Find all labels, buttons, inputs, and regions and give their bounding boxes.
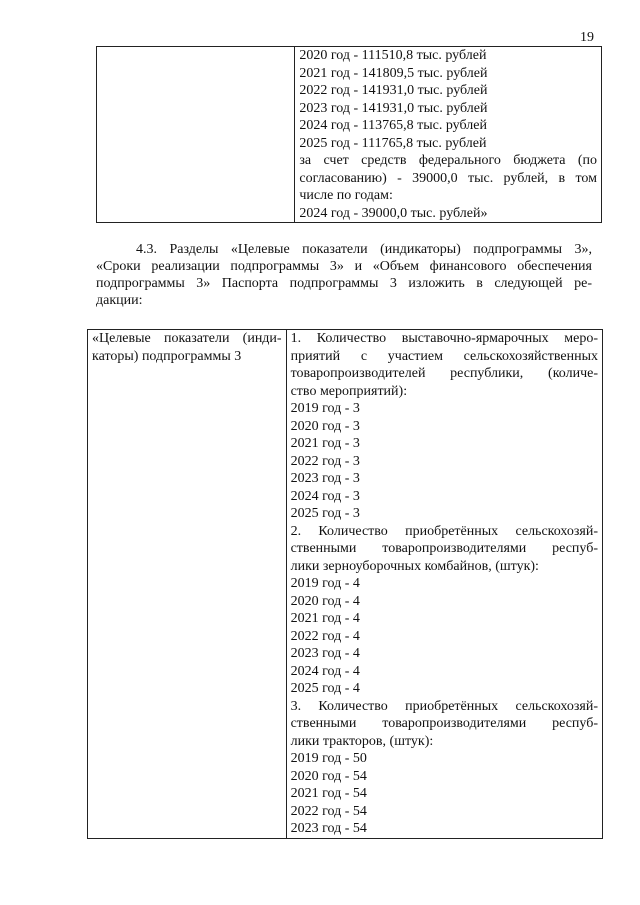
indicator-3-year: 2019 год - 50	[290, 751, 367, 766]
amendment-paragraph	[96, 241, 592, 309]
indicator-1-line: 1. Количество выставочно-ярмарочных меро-	[290, 331, 598, 346]
indicator-2-year: 2024 год - 4	[290, 663, 360, 679]
indicator-1-year: 2019 год - 3	[290, 401, 360, 416]
indicators-heading-line: «Целевые показатели (инди-	[92, 331, 282, 346]
indicator-3-line: лики тракторов, (штук):	[290, 733, 434, 749]
indicator-1-year: 2020 год - 3	[290, 418, 360, 434]
financing-year-line: 2021 год - 141809,5 тыс. рублей	[299, 65, 488, 81]
financing-year-line: 2023 год - 141931,0 тыс. рублей	[299, 100, 488, 116]
indicator-1-year: 2022 год - 3	[290, 453, 360, 469]
indicator-3-year: 2022 год - 54	[290, 803, 367, 819]
indicator-2-year: 2019 год - 4	[290, 576, 360, 591]
indicator-3-year: 2020 год - 54	[290, 768, 367, 784]
indicator-3-year: 2023 год - 54	[290, 821, 367, 836]
indicator-1-line: ство мероприятий):	[290, 383, 408, 399]
indicator-2-year: 2025 год - 4	[290, 681, 360, 696]
paragraph-line: 4.3. Разделы «Целевые показатели (индикаторы) подпрограммы 3»,	[136, 242, 592, 257]
financing-year-line: 2025 год - 111765,8 тыс. рублей	[299, 135, 487, 151]
indicator-2-line: 2. Количество приобретённых сельскохозяй-	[290, 523, 598, 539]
federal-budget-line: за счет средств федерального бюджета (по	[299, 153, 597, 168]
indicators-heading-line: каторы) подпрограммы 3	[92, 348, 242, 364]
paragraph-line: дакции:	[96, 293, 143, 308]
indicators-row	[88, 330, 603, 839]
indicator-3-line: ственными товаропроизводителями респуб-	[290, 716, 598, 731]
financing-table	[96, 46, 602, 223]
indicator-2-line: лики зерноуборочных комбайнов, (штук):	[290, 558, 539, 574]
federal-budget-line: согласованию) - 39000,0 тыс. рублей, в том	[299, 170, 597, 186]
financing-row	[97, 47, 602, 223]
financing-left-cell	[97, 47, 295, 223]
financing-year-line: 2020 год - 111510,8 тыс. рублей	[299, 48, 487, 63]
indicator-2-year: 2020 год - 4	[290, 593, 360, 609]
paragraph-line: «Сроки реализации подпрограммы 3» и «Объем финансового обеспечения	[96, 259, 592, 274]
indicator-1-year: 2024 год - 3	[290, 488, 360, 504]
federal-year-line: 2024 год - 39000,0 тыс. рублей»	[299, 205, 488, 221]
indicator-3-year: 2021 год - 54	[290, 786, 367, 801]
paragraph-line: подпрограммы 3» Паспорта подпрограммы 3 изложить в следующей ре-	[96, 276, 592, 291]
indicator-1-year: 2023 год - 3	[290, 471, 360, 486]
financing-year-line: 2024 год - 113765,8 тыс. рублей	[299, 118, 487, 133]
indicator-2-year: 2022 год - 4	[290, 628, 360, 644]
indicator-1-year: 2025 год - 3	[290, 506, 360, 521]
indicator-2-year: 2021 год - 4	[290, 611, 360, 626]
financing-year-line: 2022 год - 141931,0 тыс. рублей	[299, 83, 488, 98]
page-number: 19	[580, 30, 594, 45]
indicators-left-cell	[88, 330, 287, 839]
indicator-3-line: 3. Количество приобретённых сельскохозяй-	[290, 698, 598, 714]
indicators-table	[87, 329, 603, 839]
indicator-2-year: 2023 год - 4	[290, 646, 360, 661]
financing-right-cell	[295, 47, 602, 223]
indicators-right-cell	[286, 330, 602, 839]
indicator-2-line: ственными товаропроизводителями респуб-	[290, 541, 598, 556]
indicator-1-line: приятий с участием сельскохозяйственных	[290, 348, 598, 364]
federal-budget-line: числе по годам:	[299, 188, 393, 203]
indicator-1-line: товаропроизводителей республики, (количе-	[290, 366, 598, 381]
indicator-1-year: 2021 год - 3	[290, 436, 360, 451]
